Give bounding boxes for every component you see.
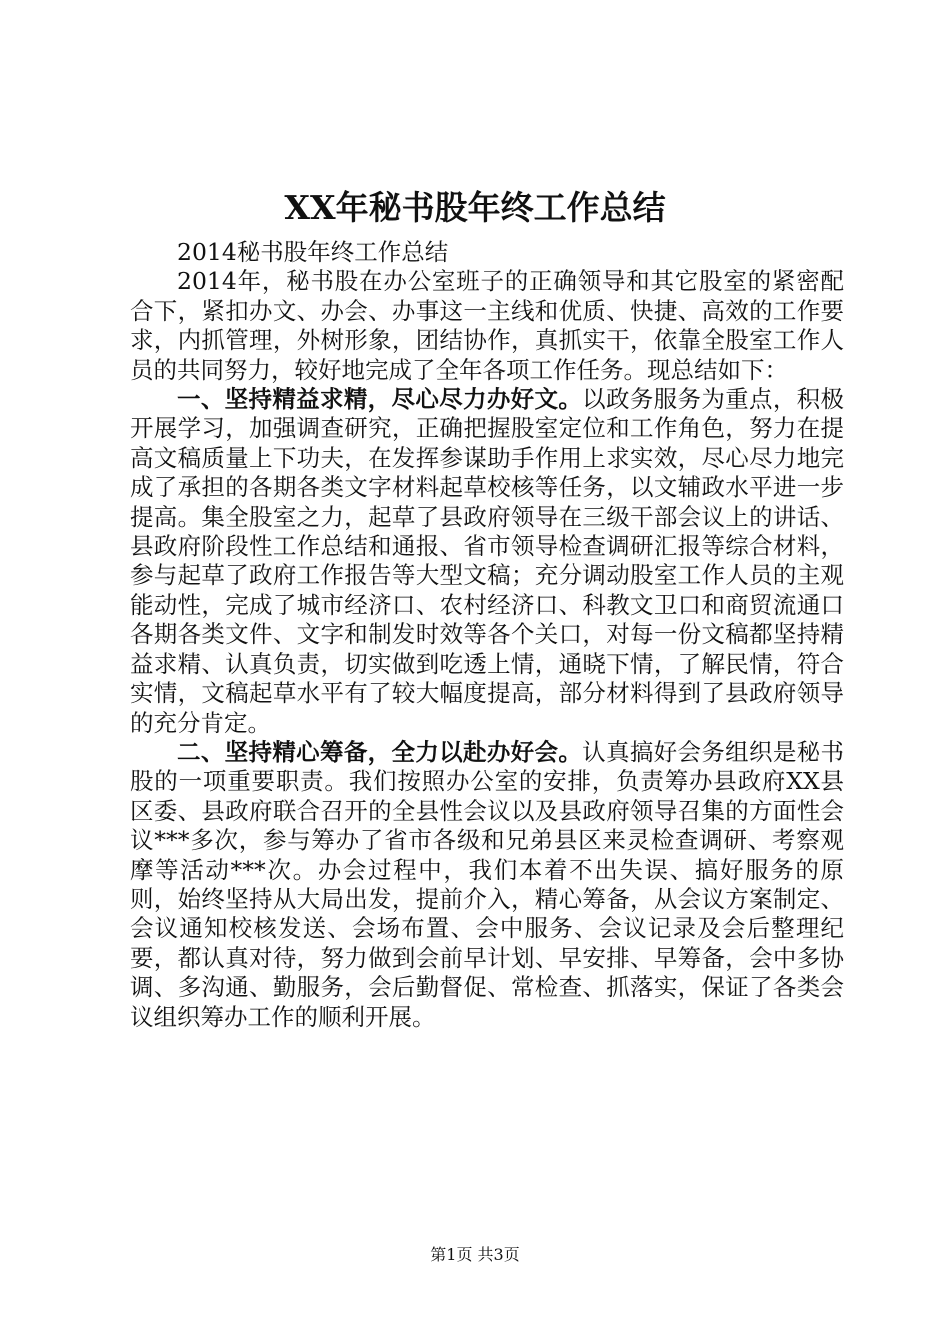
paragraph-subtitle — [130, 238, 844, 267]
paragraph-text: 2014秘书股年终工作总结 — [177, 238, 449, 266]
paragraph-text: 以政务服务为重点，积极开展学习，加强调查研究，正确把握股室定位和工作角色，努力在提高文稿质量上下功夫，在发挥参谋助手作用上求实效，尽心尽力地完成了承担的各期各类文字材料起草校核等任务，以文辅政水平进一步提高。集全股室之力，起草了县政府领导在三级干部会议上的讲话、县政府阶段性工作总结和通报、省市领导检查调研汇报等综合材料，参与起草了政府工作报告等大型文稿；充分调动股室工作人员的主观能动性，完成了城市经济口、农村经济口、科教文卫口和商贸流通口各期各类文件、文字和制发时效等各个关口，对每一份文稿都坚持精益求精、认真负责，切实做到吃透上情，通晓下情，了解民情，符合实情，文稿起草水平有了较大幅度提高，部分材料得到了县政府领导的充分肯定。 — [130, 385, 845, 737]
paragraph-section-one — [130, 385, 844, 738]
page-number-footer: 第1页 共3页 — [430, 1245, 520, 1264]
document-body — [130, 238, 844, 1032]
section-two-heading: 二、坚持精心筹备，全力以赴办好会。 — [177, 737, 583, 766]
section-one-heading: 一、坚持精益求精，尽心尽力办好文。 — [177, 385, 583, 414]
paragraph-text: 认真搞好会务组织是秘书股的一项重要职责。我们按照办公室的安排，负责筹办县政府XX县区委、县政府联合召开的全县性会议以及县政府领导召集的方面性会议***多次，参与筹办了省市各级和兄弟县区来灵检查调研、考察观摩等活动***次。办会过程中，我们本着不出失误、搞好服务的原则，始终坚持从大局出发，提前介入，精心筹备，从会议方案制定、会议通知校核发送、会场布置、会中服务、会议记录及会后整理纪要，都认真对待，努力做到会前早计划、早安排、早筹备，会中多协调、多沟通、勤服务，会后勤督促、常检查、抓落实，保证了各类会议组织筹办工作的顺利开展。 — [130, 737, 845, 1031]
paragraph-intro — [130, 267, 844, 385]
paragraph-section-two — [130, 738, 844, 1032]
document-title: XX年秘书股年终工作总结 — [284, 188, 666, 227]
paragraph-text: 2014年，秘书股在办公室班子的正确领导和其它股室的紧密配合下，紧扣办文、办会、办事这一主线和优质、快捷、高效的工作要求，内抓管理，外树形象，团结协作，真抓实干，依靠全股室工作人员的共同努力，较好地完成了全年各项工作任务。现总结如下： — [130, 267, 844, 384]
